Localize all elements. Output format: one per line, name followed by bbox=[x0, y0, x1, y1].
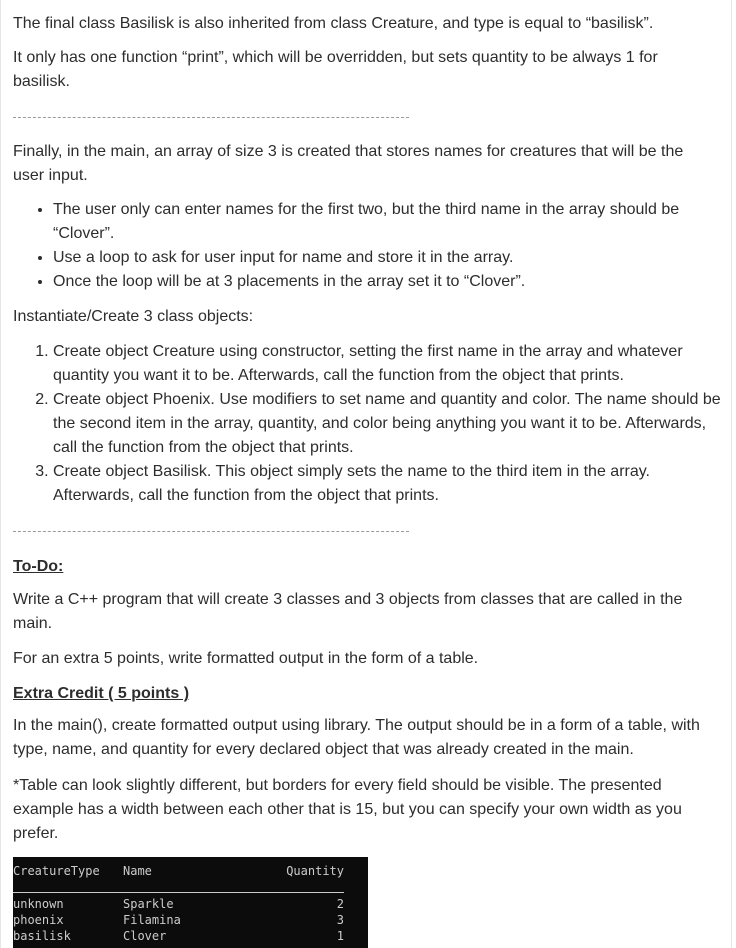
extra-points-paragraph: For an extra 5 points, write formatted output in the form of a table. bbox=[13, 650, 479, 667]
dashed-divider bbox=[13, 117, 409, 118]
extra-credit-heading: Extra Credit ( 5 points ) bbox=[13, 685, 190, 702]
list-item: • The user only can enter names for the first two, but the third name in the array should be “Clover”. bbox=[53, 198, 733, 246]
cell-type: basilisk bbox=[13, 929, 71, 943]
header-creature-type: CreatureType bbox=[13, 864, 100, 878]
dashed-divider bbox=[13, 531, 409, 532]
todo-heading: To-Do: bbox=[13, 558, 64, 575]
header-quantity: Quantity bbox=[286, 864, 344, 878]
list-item: 2. Create object Phoenix. Use modifiers to set name and quantity and color. The name should be the second item in the array, quantity, and color being anything you want it to be. Afterwards, call the function from the object that prints. bbox=[53, 388, 733, 460]
cell-type: phoenix bbox=[13, 913, 64, 927]
cell-quantity: 1 bbox=[336, 929, 344, 943]
table-row bbox=[13, 913, 368, 929]
console-header-row bbox=[13, 864, 368, 880]
list-item: • Once the loop will be at 3 placements in the array set it to “Clover”. bbox=[53, 270, 733, 294]
instantiate-paragraph: Instantiate/Create 3 class objects: bbox=[13, 308, 254, 325]
cell-quantity: 3 bbox=[336, 913, 344, 927]
table-note-paragraph: *Table can look slightly different, but borders for every field should be visible. The presented example has a width between each other that is 15, but you can specify your own width as you prefer. bbox=[13, 777, 682, 842]
cell-type: unknown bbox=[13, 897, 64, 911]
table-row bbox=[13, 929, 368, 945]
table-row bbox=[13, 897, 368, 913]
list-item: • Use a loop to ask for user input for name and store it in the array. bbox=[53, 246, 733, 270]
cell-name: Sparkle bbox=[123, 897, 174, 911]
extra-credit-description: In the main(), create formatted output using library. The output should be in a form of a table, with type, name, and quantity for every declared object that was already created in the main. bbox=[13, 717, 700, 758]
header-name: Name bbox=[123, 864, 152, 878]
todo-task-paragraph: Write a C++ program that will create 3 classes and 3 objects from classes that are called in the main. bbox=[13, 591, 683, 632]
list-item: 1. Create object Creature using constructor, setting the first name in the array and whatever quantity you want it to be. Afterwards, call the function from the object that prints. bbox=[53, 340, 733, 388]
console-divider bbox=[13, 892, 344, 893]
main-intro-paragraph: Finally, in the main, an array of size 3 is created that stores names for creatures that will be the user input. bbox=[13, 143, 684, 184]
cell-name: Filamina bbox=[123, 913, 181, 927]
requirements-list bbox=[13, 198, 733, 294]
list-item: 3. Create object Basilisk. This object simply sets the name to the third item in the array. Afterwards, call the function from the object that prints. bbox=[53, 460, 733, 508]
console-output-example bbox=[13, 857, 368, 948]
basilisk-function-paragraph: It only has one function “print”, which will be overridden, but sets quantity to be always 1 for basilisk. bbox=[13, 49, 658, 90]
cell-name: Clover bbox=[123, 929, 167, 943]
steps-list bbox=[13, 340, 733, 508]
basilisk-intro-paragraph: The final class Basilisk is also inherited from class Creature, and type is equal to “basilisk”. bbox=[13, 15, 654, 32]
cell-quantity: 2 bbox=[336, 897, 344, 911]
